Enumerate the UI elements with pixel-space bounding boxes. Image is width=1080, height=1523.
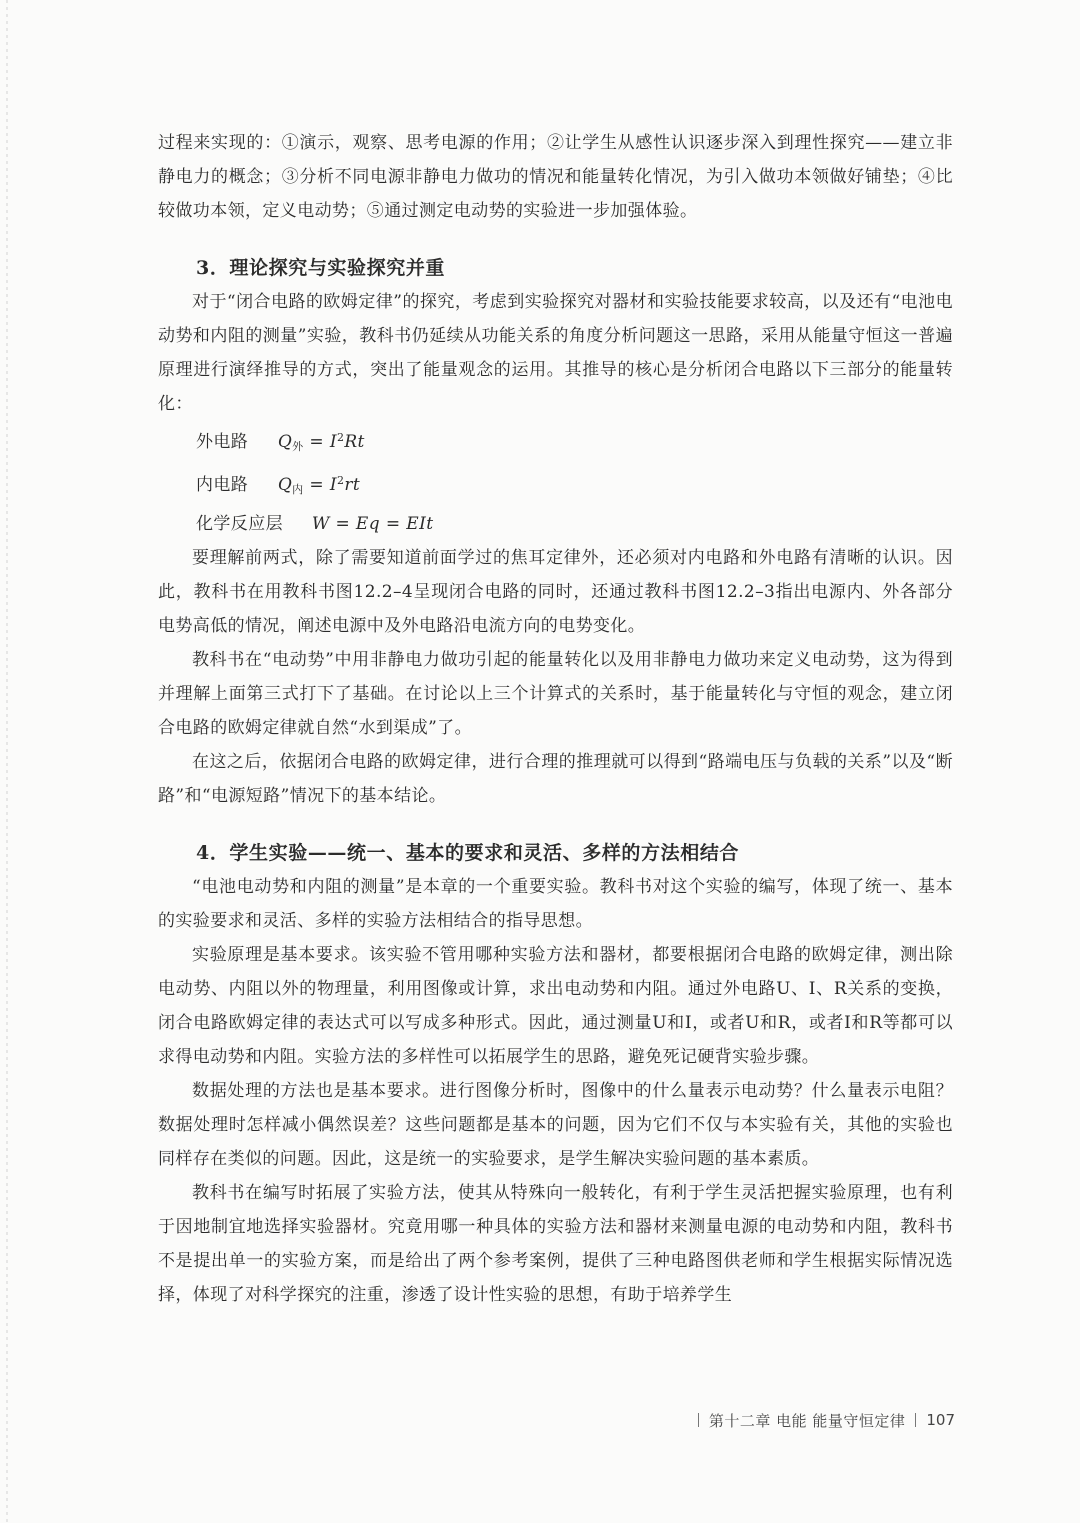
formula-label: 内电路 <box>196 475 249 495</box>
paragraph-intro: 过程来实现的：①演示，观察、思考电源的作用；②让学生从感性认识逐步深入到理性探究——建立非静电力的概念；③分析不同电源非静电力做功的情况和能量转化情况，为引入做功本领做好铺垫；④比较做功本领，定义电动势；⑤通过测定电动势的实验进一步加强体验。 <box>158 133 953 221</box>
formula-label: 外电路 <box>196 432 249 452</box>
paragraph-3-3: 教科书在“电动势”中用非静电力做功引起的能量转化以及用非静电力做功来定义电动势，这为得到并理解上面第三式打下了基础。在讨论以上三个计算式的关系时，基于能量转化与守恒的观念，建立闭合电路的欧姆定律就自然“水到渠成”了。 <box>158 650 953 738</box>
page-footer <box>645 1408 955 1432</box>
paragraph-4-1: “电池电动势和内阻的测量”是本章的一个重要实验。教科书对这个实验的编写，体现了统一、基本的实验要求和灵活、多样的实验方法相结合的指导思想。 <box>158 877 953 931</box>
paragraph-4-2: 实验原理是基本要求。该实验不管用哪种实验方法和器材，都要根据闭合电路的欧姆定律，测出除电动势、内阻以外的物理量，利用图像或计算，求出电动势和内阻。通过外电路U、I、R关系的变换，闭合电路欧姆定律的表达式可以写成多种形式。因此，通过测量U和I，或者U和R，或者I和R等都可以求得电动势和内阻。实验方法的多样性可以拓展学生的思路，避免死记硬背实验步骤。 <box>158 945 953 1067</box>
formula-external-circuit <box>158 421 953 464</box>
paragraph-4-3: 数据处理的方法也是基本要求。进行图像分析时，图像中的什么量表示电动势？什么量表示电阻？数据处理时怎样减小偶然误差？这些问题都是基本的问题，因为它们不仅与本实验有关，其他的实验也同样存在类似的问题。因此，这是统一的实验要求，是学生解决实验问题的基本素质。 <box>158 1081 953 1169</box>
page-body <box>158 126 953 1312</box>
page-number: 107 <box>926 1411 955 1429</box>
section-heading-4: 4．学生实验——统一、基本的要求和灵活、多样的方法相结合 <box>196 842 740 864</box>
paragraph-3-1: 对于“闭合电路的欧姆定律”的探究，考虑到实验探究对器材和实验技能要求较高，以及还有“电池电动势和内阻的测量”实验，教科书仍延续从功能关系的角度分析问题这一思路，采用从能量守恒这一普遍原理进行演绎推导的方式，突出了能量观念的运用。其推导的核心是分析闭合电路以下三部分的能量转化： <box>158 292 953 414</box>
formula-expression: W = Eq = EIt <box>311 514 434 534</box>
footer-divider <box>915 1413 916 1427</box>
paragraph-3-4: 在这之后，依据闭合电路的欧姆定律，进行合理的推理就可以得到“路端电压与负载的关系”以及“断路”和“电源短路”情况下的基本结论。 <box>158 752 953 806</box>
footer-divider <box>698 1413 699 1427</box>
chapter-title: 第十二章 电能 能量守恒定律 <box>708 1411 906 1430</box>
page-edge-decoration <box>6 0 8 1523</box>
formula-internal-circuit <box>158 464 953 507</box>
formula-expression: $Q_内 = I^2rt$ <box>277 474 361 496</box>
paragraph-3-2: 要理解前两式，除了需要知道前面学过的焦耳定律外，还必须对内电路和外电路有清晰的认识。因此，教科书在用教科书图12.2–4呈现闭合电路的同时，还通过教科书图12.2–3指出电源内、外各部分电势高低的情况，阐述电源中及外电路沿电流方向的电势变化。 <box>158 548 953 636</box>
section-heading-3: 3．理论探究与实验探究并重 <box>196 257 446 279</box>
formula-chemical-layer <box>158 507 953 541</box>
paragraph-4-4: 教科书在编写时拓展了实验方法，使其从特殊向一般转化，有利于学生灵活把握实验原理，也有利于因地制宜地选择实验器材。究竟用哪一种具体的实验方法和器材来测量电源的电动势和内阻，教科书不是提出单一的实验方案，而是给出了两个参考案例，提供了三种电路图供老师和学生根据实际情况选择，体现了对科学探究的注重，渗透了设计性实验的思想，有助于培养学生 <box>158 1183 953 1305</box>
formula-label: 化学反应层 <box>196 514 283 534</box>
formula-expression: $Q_外 = I^2Rt$ <box>277 431 365 453</box>
